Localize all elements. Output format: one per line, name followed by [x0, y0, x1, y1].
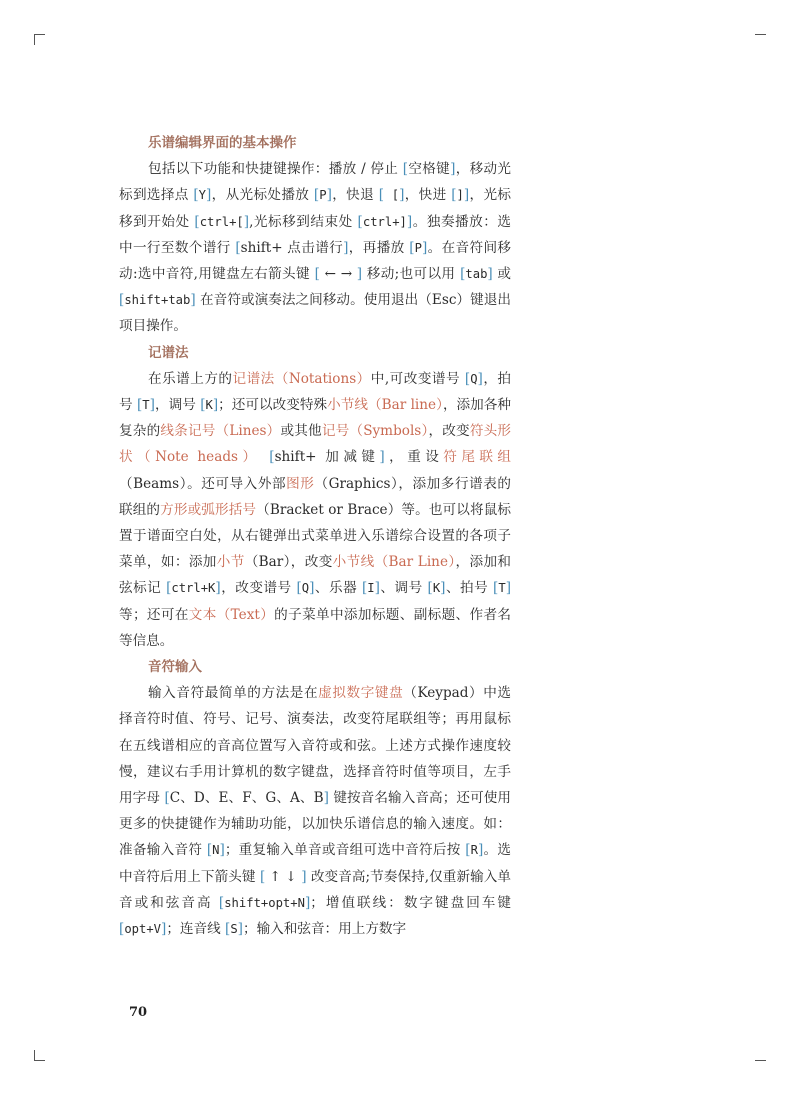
- section-heading: 乐谱编辑界面的基本操作: [148, 135, 297, 151]
- page-number: 70: [129, 1005, 148, 1020]
- section-heading: 记谱法: [148, 344, 189, 361]
- text-run: ，重设: [384, 449, 444, 466]
- text-run: 。在音符间移动:选中音符,用键盘左右箭头键: [119, 239, 511, 283]
- shortcut-bracket: ]: [215, 580, 221, 597]
- shortcut-bracket: ]: [356, 266, 363, 283]
- text-run: 键按音名输入音高；还可使用更多的快捷键作为辅助功能，以加快乐谱信息的输入速度。如：准备输入音符: [119, 790, 512, 859]
- shortcut-key: T: [498, 581, 506, 596]
- shortcut-bracket: [: [194, 213, 200, 230]
- highlighted-term: 虚拟数字键盘: [318, 685, 404, 702]
- text-run: 改变音高;节奏保持,仅重新输入单音或和弦音高: [119, 868, 512, 911]
- shortcut-bracket: ]: [237, 921, 243, 938]
- shortcut-bracket: [: [119, 292, 125, 309]
- shortcut-key: Q: [470, 371, 478, 386]
- section: [119, 654, 511, 942]
- shortcut-bracket: [: [166, 580, 172, 597]
- text-run: ；重复输入单音或音组可选中音符后按: [224, 842, 466, 859]
- shortcut-bracket: [: [235, 239, 241, 256]
- text-run: 、调号: [379, 580, 428, 597]
- crop-mark-top-left: [34, 34, 45, 35]
- text-run: 移动;也可以用: [362, 266, 461, 283]
- highlighted-term: 线条记号（Lines）: [160, 423, 281, 440]
- crop-mark-top-right: [755, 34, 766, 35]
- text-run: 或: [492, 266, 511, 283]
- text-run: 空格键: [408, 161, 451, 178]
- shortcut-bracket: [: [427, 580, 433, 597]
- shortcut-bracket: ]: [323, 790, 329, 807]
- text-run: ，光标移到开始处: [119, 187, 511, 230]
- shortcut-bracket: [: [378, 187, 385, 204]
- section-paragraph: [119, 680, 511, 942]
- shortcut-key: ctrl+[: [199, 214, 244, 229]
- highlighted-term: 图形: [286, 475, 315, 492]
- text-run: 或其他: [280, 423, 322, 440]
- text-run: ← →: [319, 266, 357, 283]
- highlighted-term: 符尾联组: [443, 449, 512, 466]
- text-run: ，再播放: [348, 239, 410, 256]
- text-run: ，快进: [404, 187, 452, 204]
- shortcut-bracket: ]: [421, 239, 428, 256]
- highlighted-term: 小节: [216, 554, 245, 571]
- text-run: 。独奏播放：选中一行至数个谱行: [119, 213, 511, 256]
- shortcut-key: Y: [198, 188, 207, 203]
- section: [119, 340, 511, 654]
- text-run: ,光标移到结束处: [249, 213, 358, 230]
- shortcut-key: T: [142, 398, 150, 413]
- shortcut-bracket: ]: [379, 449, 385, 466]
- text-run: 包括以下功能和快捷键操作：播放 / 停止: [148, 161, 403, 178]
- text-run: C、D、E、F、G、A、B: [169, 790, 324, 807]
- shortcut-bracket: ]: [440, 580, 446, 597]
- shortcut-bracket: ]: [243, 213, 250, 230]
- shortcut-bracket: [: [193, 187, 199, 204]
- shortcut-bracket: [: [313, 187, 320, 204]
- shortcut-key: shift+tab: [124, 293, 191, 308]
- section: [119, 130, 511, 340]
- section-paragraph: [119, 366, 511, 654]
- shortcut-bracket: ]: [505, 580, 511, 597]
- text-run: ；连音线: [166, 921, 226, 938]
- text-run: （Keypad）中选择音符时值、符号、记号、演奏法，改变符尾联组等；再用鼠标在五线谱相应的音高位置写入音符或和弦。上述方式操作速度较慢，建议右手用计算机的数字键盘，选择音符时值等项目，左手用字母: [119, 685, 512, 807]
- shortcut-bracket: [: [402, 161, 409, 178]
- shortcut-bracket: ]: [374, 580, 380, 597]
- shortcut-key: shift+opt+N: [224, 895, 305, 910]
- highlighted-term: 小节线（Bar line）: [327, 397, 443, 414]
- shortcut-key: I: [367, 581, 375, 596]
- shortcut-bracket: [: [464, 370, 471, 387]
- shortcut-bracket: [: [465, 842, 471, 859]
- shortcut-key: P: [414, 240, 422, 255]
- shortcut-bracket: ]: [304, 894, 311, 911]
- text-run: ，从光标处播放: [211, 187, 314, 204]
- text-run: ，快退: [331, 187, 379, 204]
- shortcut-key: [: [384, 188, 400, 203]
- shortcut-bracket: [: [206, 842, 213, 859]
- crop-mark-bottom-right: [755, 1060, 766, 1061]
- shortcut-bracket: [: [296, 580, 302, 597]
- shortcut-bracket: [: [218, 894, 225, 911]
- shortcut-bracket: ]: [343, 239, 349, 256]
- shortcut-bracket: [: [451, 187, 457, 204]
- shortcut-bracket: ]: [450, 161, 456, 178]
- shortcut-bracket: ]: [309, 580, 315, 597]
- text-run: 在音符或演奏法之间移动。使用退出（Esc）键退出项目操作。: [119, 292, 511, 335]
- shortcut-key: opt+V: [124, 922, 161, 937]
- highlighted-term: 小节线（Bar Line）: [332, 554, 456, 571]
- shortcut-bracket: ]: [477, 370, 483, 387]
- shortcut-key: N: [212, 843, 220, 858]
- shortcut-bracket: [: [409, 239, 415, 256]
- text-run: ，移动光标到选择点: [119, 161, 512, 204]
- shortcut-bracket: [: [361, 580, 368, 597]
- shortcut-bracket: [: [225, 921, 231, 938]
- shortcut-key: ]: [456, 188, 464, 203]
- shortcut-key: tab: [465, 267, 488, 282]
- text-run: [261, 449, 270, 465]
- shortcut-key: P: [319, 188, 327, 203]
- text-run: （Bar），改变: [244, 554, 333, 571]
- text-run: ；增值联线：数字键盘回车键: [310, 894, 511, 911]
- shortcut-bracket: ]: [477, 842, 484, 859]
- shortcut-bracket: ]: [399, 187, 405, 204]
- text-run: ；还可以改变特殊: [218, 397, 328, 414]
- text-run: ，改变: [428, 423, 470, 440]
- highlighted-term: 文本（Text）: [188, 606, 275, 623]
- section-heading: 音符输入: [148, 659, 202, 676]
- crop-mark-top-left: [34, 34, 35, 45]
- shortcut-bracket: ]: [190, 292, 196, 309]
- shortcut-bracket: ]: [149, 397, 155, 414]
- shortcut-bracket: [: [200, 397, 206, 414]
- shortcut-key: ctrl+K: [171, 581, 216, 596]
- section-paragraph: [119, 156, 511, 339]
- text-run: （Bracket or Brace）等。也可以将鼠标置于谱面空白处，从右键弹出式菜单进入乐谱综合设置的各项子菜单，如：添加: [119, 501, 512, 571]
- text-run: 的子菜单中添加标题、副标题、作者名等信息。: [119, 606, 512, 649]
- shortcut-key: ctrl+]: [362, 214, 407, 229]
- highlighted-term: 记谱法（Notations）: [232, 370, 371, 387]
- shortcut-bracket: ]: [161, 921, 167, 938]
- text-run: ↑ ↓: [265, 868, 302, 885]
- text-run: ，调号: [154, 397, 201, 414]
- crop-mark-bottom-left: [34, 1060, 45, 1061]
- text-run: shift+ 点击谱行: [240, 239, 344, 256]
- text-run: 。选中音符后用上下箭头键: [119, 842, 511, 885]
- text-run: 中,可改变谱号: [370, 370, 465, 387]
- page-body: [119, 128, 511, 942]
- shortcut-key: K: [432, 581, 441, 596]
- shortcut-bracket: [: [357, 213, 363, 230]
- highlighted-term: 记号（Symbols）: [321, 423, 429, 440]
- shortcut-bracket: ]: [219, 842, 225, 859]
- text-run: 、拍号: [445, 580, 494, 597]
- text-run: （Graphics），添加多行谱表的联组的: [119, 475, 511, 518]
- text-run: （Beams）。还可导入外部: [119, 475, 287, 492]
- shortcut-bracket: [: [259, 868, 266, 885]
- text-run: 、乐器: [314, 580, 362, 597]
- text-run: shift+ 加减键: [274, 449, 380, 466]
- shortcut-key: R: [470, 843, 478, 858]
- shortcut-bracket: [: [269, 449, 275, 466]
- shortcut-bracket: ]: [301, 868, 307, 885]
- text-run: 输入音符最简单的方法是在: [148, 685, 319, 702]
- shortcut-bracket: [: [314, 266, 320, 283]
- text-run: ，添加各种复杂的: [119, 397, 512, 440]
- highlighted-term: 方形或弧形括号: [160, 501, 257, 518]
- text-run: 在乐谱上方的: [148, 370, 233, 387]
- shortcut-bracket: [: [119, 921, 125, 938]
- shortcut-key: K: [205, 398, 213, 413]
- shortcut-bracket: [: [493, 580, 499, 597]
- shortcut-bracket: ]: [463, 187, 470, 204]
- shortcut-key: S: [230, 922, 238, 937]
- shortcut-bracket: [: [164, 790, 170, 807]
- shortcut-bracket: [: [460, 266, 466, 283]
- shortcut-bracket: [: [136, 397, 143, 414]
- shortcut-bracket: ]: [487, 266, 493, 283]
- shortcut-bracket: ]: [326, 187, 332, 204]
- text-run: 等；还可在: [119, 606, 189, 623]
- text-run: ，添加和弦标记: [119, 554, 512, 597]
- highlighted-term: 符头形状（Note heads）: [119, 423, 512, 466]
- text-run: ，拍号: [119, 370, 512, 414]
- shortcut-bracket: ]: [212, 397, 219, 414]
- text-run: ，改变谱号: [220, 580, 297, 597]
- text-run: ；输入和弦音：用上方数字: [242, 921, 407, 938]
- shortcut-bracket: ]: [206, 187, 212, 204]
- shortcut-bracket: ]: [406, 213, 413, 230]
- shortcut-key: Q: [301, 581, 310, 596]
